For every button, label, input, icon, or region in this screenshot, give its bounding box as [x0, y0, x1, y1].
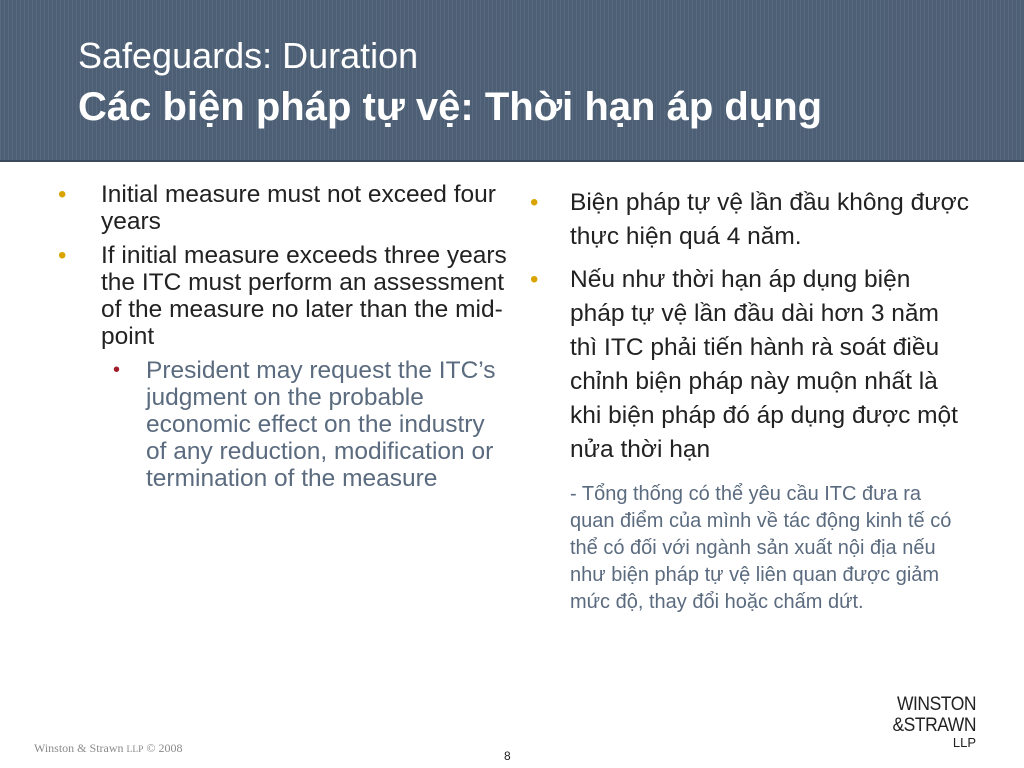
bullet-text: Biện pháp tự vệ lần đầu không được thực hiện quá 4 năm. — [570, 189, 969, 250]
list-item — [58, 181, 508, 235]
bullet-text: Nếu như thời hạn áp dụng biện pháp tự vệ lần đầu dài hơn 3 năm thì ITC phải tiến hành rà soát điều chỉnh biện pháp này muộn nhất là khi biện pháp đó áp dụng được một nửa thời hạn — [570, 266, 958, 463]
bullet-dot-icon: • — [58, 242, 67, 269]
bullet-text: If initial measure exceeds three years the ITC must perform an assessment of the measure no later than the mid-point — [101, 242, 507, 350]
bullet-dot-icon: • — [58, 181, 67, 208]
left-column-english — [58, 181, 508, 492]
list-item — [530, 263, 970, 467]
logo-line-llp: LLP — [952, 735, 976, 750]
list-item — [530, 186, 970, 254]
bullet-list-english — [58, 181, 508, 492]
firm-logo — [876, 694, 976, 750]
copyright-llp: LLP — [126, 745, 144, 755]
footer-copyright — [34, 741, 183, 756]
page-number: 8 — [504, 749, 511, 763]
sub-note-vietnamese: - Tổng thống có thể yêu cầu ITC đưa ra quan điểm của mình về tác động kinh tế có thể có đối với ngành sản xuất nội địa nếu như biện pháp tự vệ liên quan được giảm mức độ, thay đổi hoặc chấm dứt. — [570, 483, 952, 613]
bullet-dot-icon: • — [530, 266, 539, 293]
bullet-dot-icon: • — [530, 189, 539, 216]
bullet-list-vietnamese — [530, 186, 970, 467]
copyright-prefix: Winston & Strawn — [34, 741, 127, 755]
right-column-vietnamese — [530, 186, 970, 616]
list-item — [58, 242, 508, 350]
sub-bullet-dot-icon: • — [113, 359, 121, 381]
slide-title-english: Safeguards: Duration — [78, 35, 419, 76]
list-item — [58, 357, 508, 492]
sub-bullet-text: President may request the ITC’s judgment on the probable economic effect on the industry of any reduction, modification or termination of the measure — [146, 357, 496, 492]
title-banner — [0, 0, 1024, 162]
copyright-suffix: © 2008 — [143, 741, 183, 755]
bullet-text: Initial measure must not exceed four years — [101, 181, 496, 235]
logo-line-winston: WINSTON — [896, 694, 976, 715]
logo-line-strawn: &STRAWN — [892, 715, 976, 736]
slide-title-vietnamese: Các biện pháp tự vệ: Thời hạn áp dụng — [78, 85, 823, 129]
